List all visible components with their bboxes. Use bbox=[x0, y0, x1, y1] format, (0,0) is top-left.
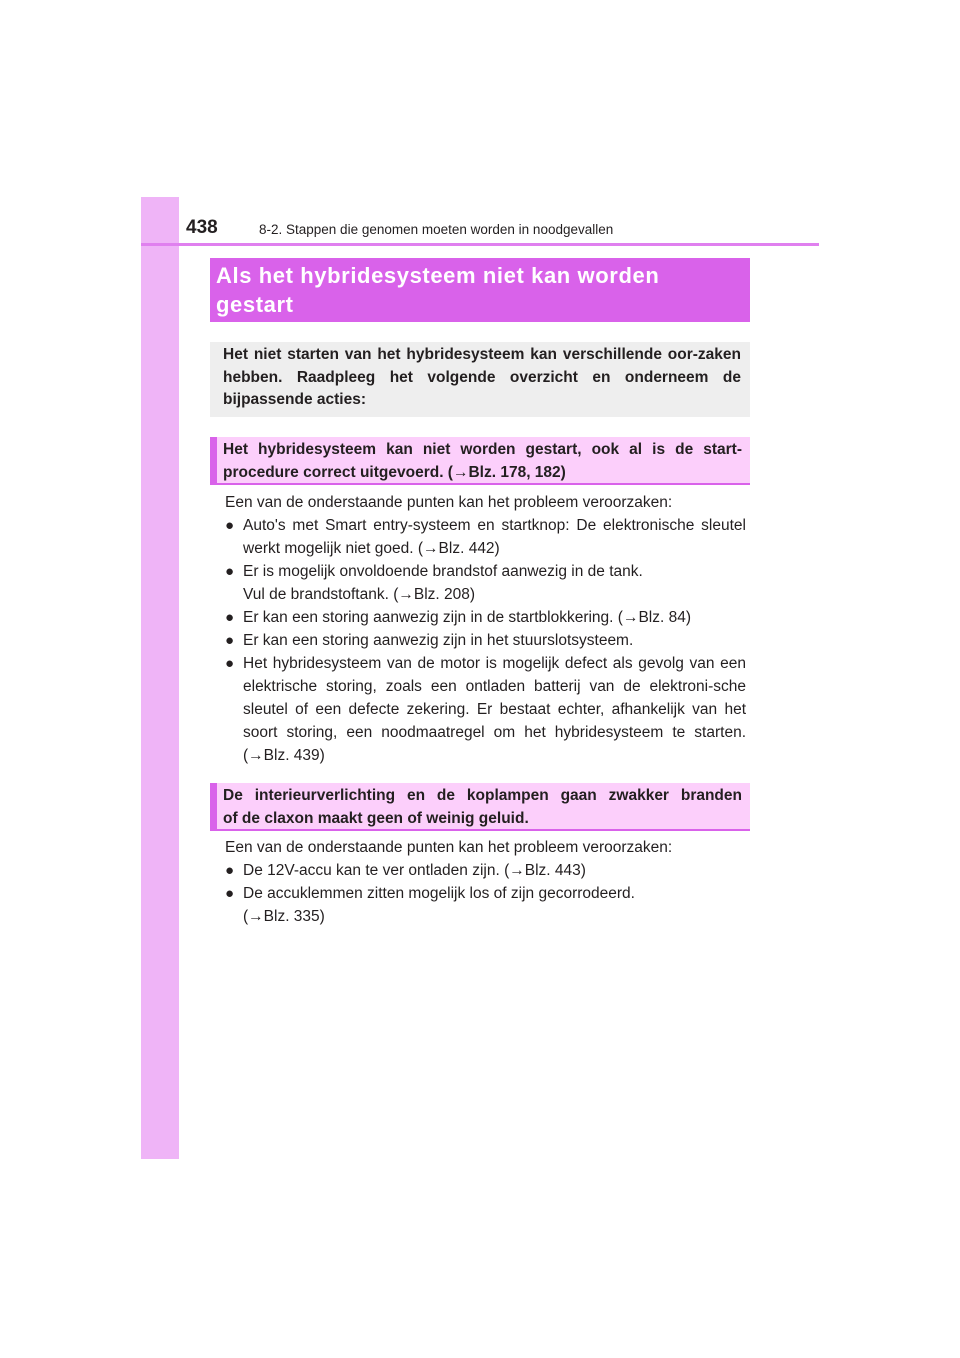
section-heading-line: Het hybridesysteem kan niet worden gestart, ook al is de start- bbox=[223, 441, 742, 458]
section-body bbox=[224, 836, 746, 928]
list-item-text: De accuklemmen zitten mogelijk los of zijn gecorrodeerd. bbox=[243, 885, 635, 902]
bullet-icon: ● bbox=[225, 632, 235, 649]
section-heading-box bbox=[210, 437, 750, 485]
title-box bbox=[210, 258, 750, 322]
section-lead: Een van de onderstaande punten kan het probleem veroorzaken: bbox=[225, 494, 673, 511]
section-heading-line: procedure correct uitgevoerd. (→Blz. 178, 182) bbox=[223, 463, 566, 481]
bullet-icon: ● bbox=[225, 862, 235, 879]
list-item-text: Vul de brandstoftank. (→Blz. 208) bbox=[243, 586, 476, 603]
list-item bbox=[224, 859, 746, 882]
list-item bbox=[224, 514, 746, 560]
section-heading-box bbox=[210, 783, 750, 831]
bullet-icon: ● bbox=[225, 885, 235, 902]
section-lead: Een van de onderstaande punten kan het probleem veroorzaken: bbox=[225, 839, 673, 856]
bullet-icon: ● bbox=[225, 655, 235, 672]
section-heading-line: of de claxon maakt geen of weinig geluid. bbox=[223, 809, 529, 827]
list-item-text: Er is mogelijk onvoldoende brandstof aanwezig in de tank. bbox=[243, 563, 643, 580]
list-item-text: (→Blz. 335) bbox=[243, 908, 325, 925]
bullet-icon: ● bbox=[225, 517, 235, 534]
section-label: 8-2. Stappen die genomen moeten worden in noodgevallen bbox=[259, 222, 614, 237]
section-heading bbox=[223, 439, 742, 484]
page-number: 438 bbox=[186, 217, 218, 238]
list-item bbox=[224, 606, 746, 629]
intro-text: Het niet starten van het hybridesysteem kan verschillende oor-zaken hebben. Raadpleeg het volgende overzicht en onderneem de bijpassende acties: bbox=[223, 346, 741, 408]
section-body bbox=[224, 491, 746, 767]
page-title-line: gestart bbox=[216, 292, 294, 317]
bullet-icon: ● bbox=[225, 609, 235, 626]
chapter-side-band bbox=[141, 197, 179, 1159]
section-heading bbox=[223, 785, 742, 830]
list-item-text: Auto's met Smart entry-systeem en startknop: De elektronische sleutel werkt mogelijk niet goed. (→Blz. 442) bbox=[243, 517, 746, 557]
list-item-text: Er kan een storing aanwezig zijn in het stuurslotsysteem. bbox=[243, 632, 634, 649]
list-item-text: Er kan een storing aanwezig zijn in de startblokkering. (→Blz. 84) bbox=[243, 609, 691, 626]
section-heading-line: De interieurverlichting en de koplampen gaan zwakker branden bbox=[223, 787, 742, 804]
header-rule bbox=[141, 243, 819, 246]
list-item bbox=[224, 629, 746, 652]
list-item bbox=[224, 652, 746, 767]
list-item bbox=[224, 882, 746, 928]
list-item-text: De 12V-accu kan te ver ontladen zijn. (→Blz. 443) bbox=[243, 862, 586, 879]
page-title bbox=[216, 261, 742, 319]
bullet-icon: ● bbox=[225, 563, 235, 580]
list-item bbox=[224, 560, 746, 606]
intro-box bbox=[210, 342, 750, 417]
page-title-line: Als het hybridesysteem niet kan worden bbox=[216, 263, 660, 288]
list-item-text: Het hybridesysteem van de motor is mogelijk defect als gevolg van een elektrische storing, zoals een ontladen batterij van de elektroni-sche sleutel of een defecte zekering. Er bestaat echter, afhankelijk van het soort storing, een noodmaatregel om het hybridesysteem te starten. (→Blz. 439) bbox=[243, 655, 746, 764]
